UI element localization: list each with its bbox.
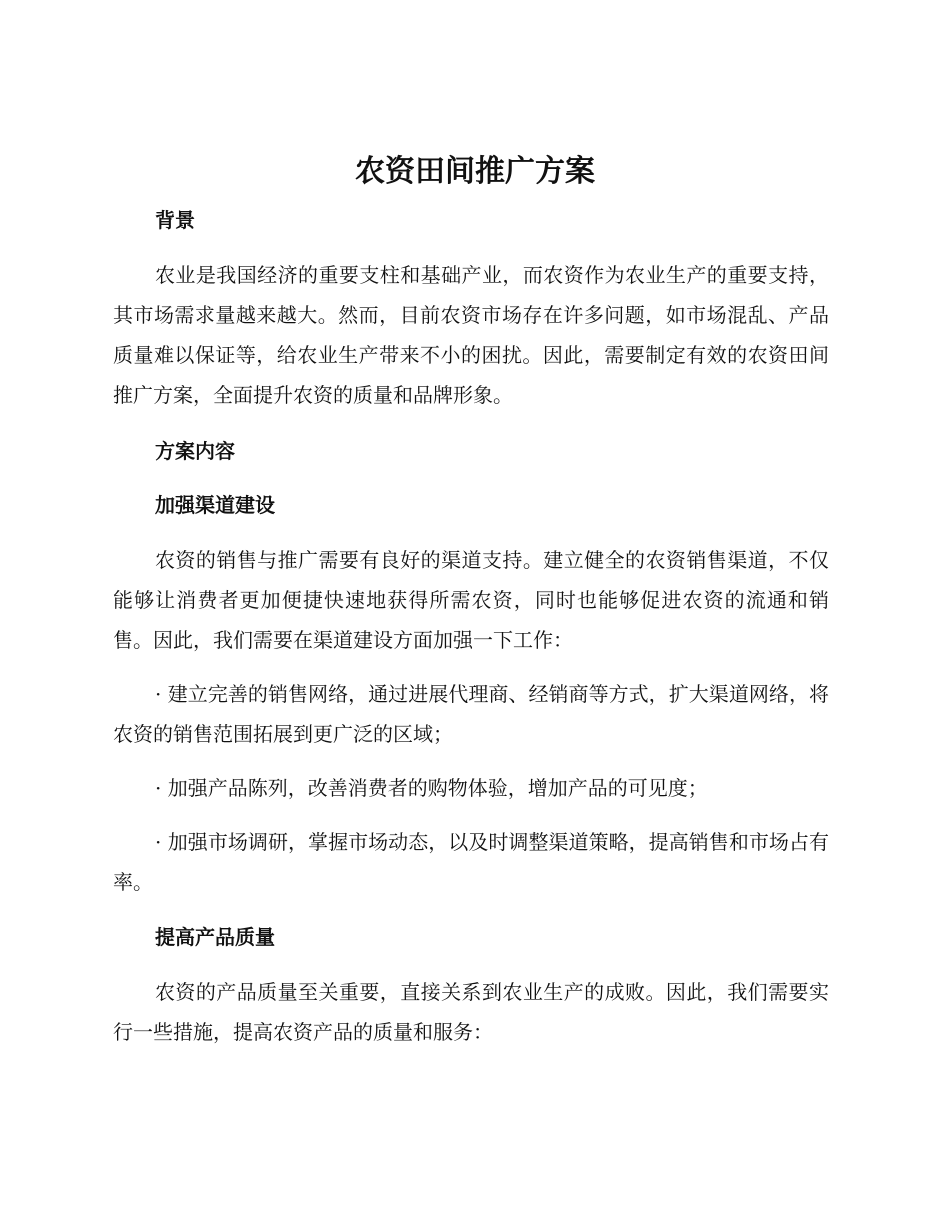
section-heading-plan-content: 方案内容 bbox=[155, 439, 235, 463]
bullet-item-market-research: · 加强市场调研，掌握市场动态，以及时调整渠道策略，提高销售和市场占有率。 bbox=[113, 830, 829, 894]
bullet-item-product-display: · 加强产品陈列，改善消费者的购物体验，增加产品的可见度； bbox=[155, 776, 708, 800]
document-body bbox=[113, 200, 829, 1052]
section-heading-background: 背景 bbox=[155, 208, 195, 232]
bullet-item-sales-network: · 建立完善的销售网络，通过进展代理商、经销商等方式，扩大渠道网络，将农资的销售范围拓展到更广泛的区域； bbox=[113, 682, 829, 746]
subsection-heading-product-quality: 提高产品质量 bbox=[155, 925, 275, 949]
paragraph-channel-building: 农资的销售与推广需要有良好的渠道支持。建立健全的农资销售渠道，不仅能够让消费者更加便捷快速地获得所需农资，同时也能够促进农资的流通和销售。因此，我们需要在渠道建设方面加强一下工作： bbox=[113, 548, 829, 652]
subsection-heading-channel-building: 加强渠道建设 bbox=[155, 493, 275, 517]
paragraph-background: 农业是我国经济的重要支柱和基础产业，而农资作为农业生产的重要支持，其市场需求量越来越大。然而，目前农资市场存在许多问题，如市场混乱、产品质量难以保证等，给农业生产带来不小的困扰。因此，需要制定有效的农资田间推广方案，全面提升农资的质量和品牌形象。 bbox=[113, 263, 829, 407]
document-title: 农资田间推广方案 bbox=[355, 154, 595, 189]
paragraph-product-quality: 农资的产品质量至关重要，直接关系到农业生产的成败。因此，我们需要实行一些措施，提高农资产品的质量和服务： bbox=[113, 980, 829, 1044]
